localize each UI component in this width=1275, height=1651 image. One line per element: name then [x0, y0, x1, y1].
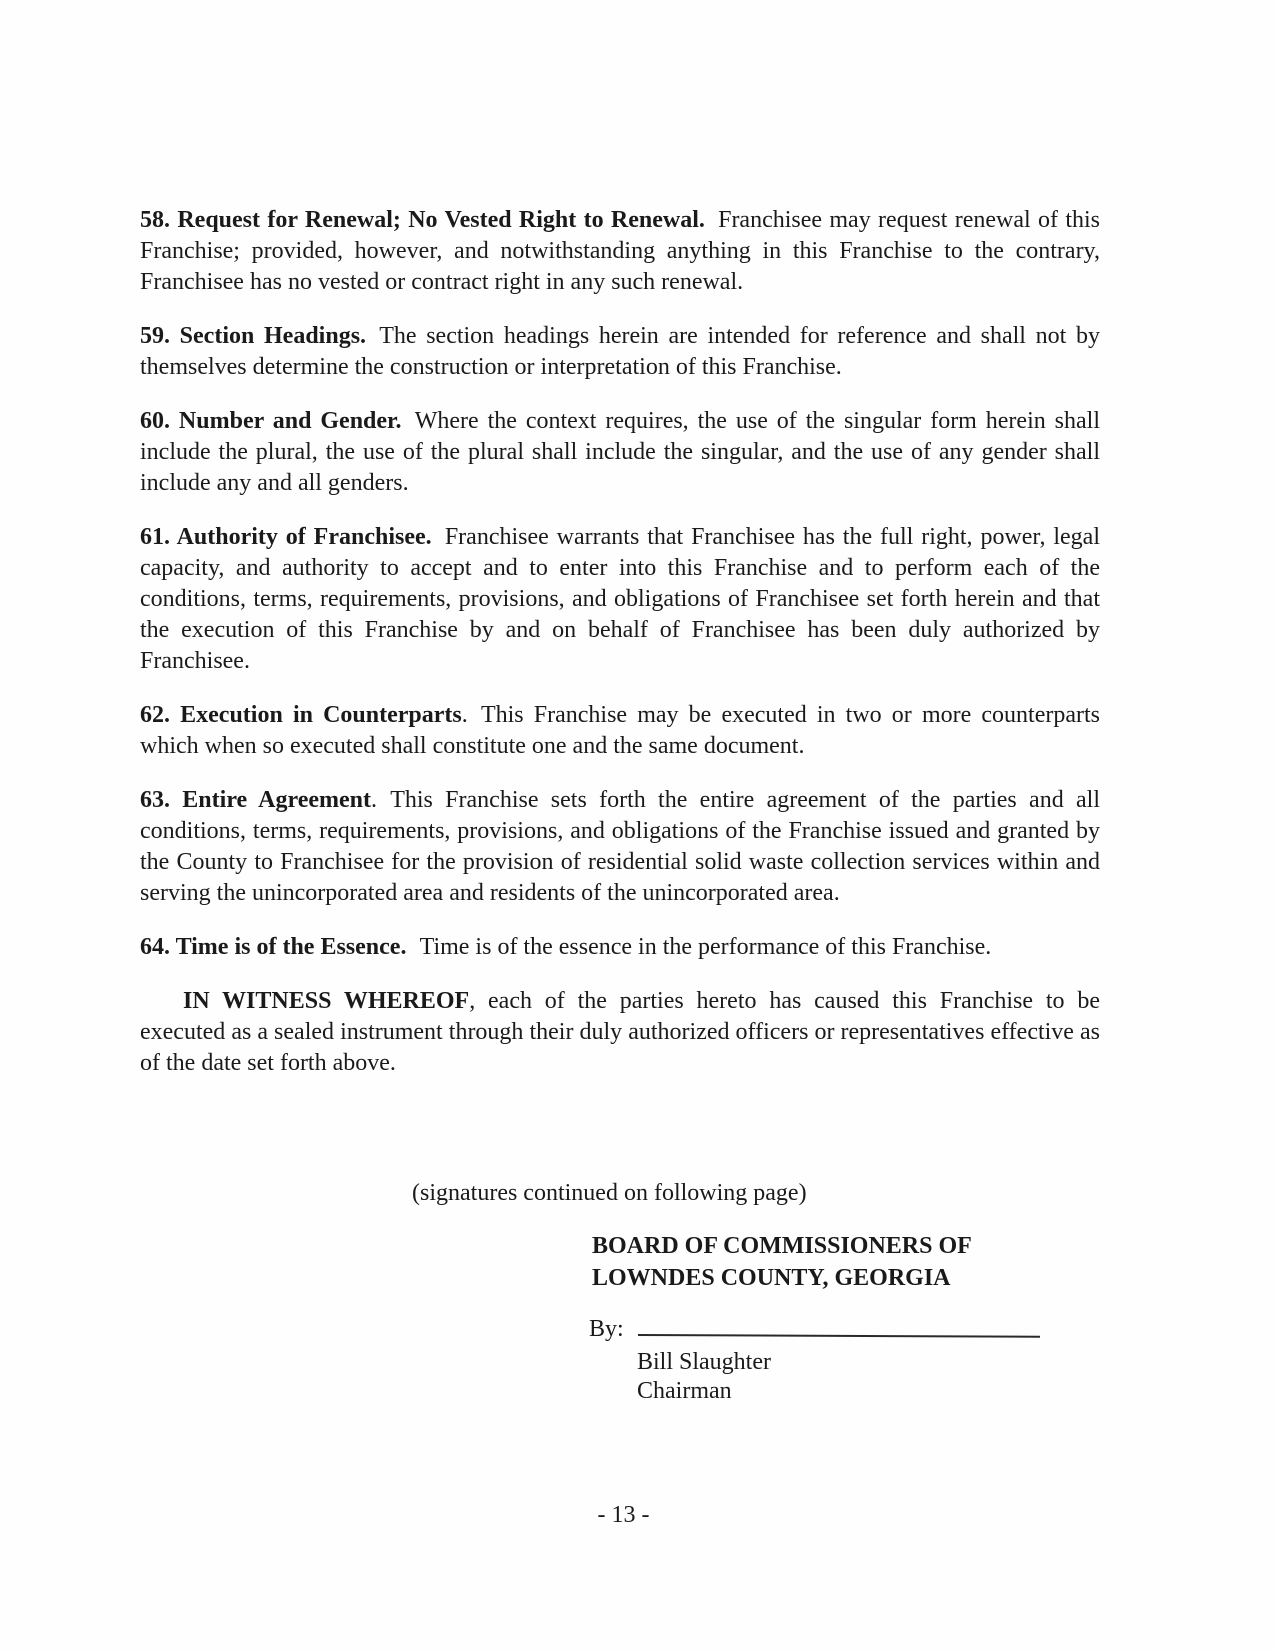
witness-clause [140, 986, 1100, 1079]
section-64 [140, 932, 1100, 963]
section-60-body: Where the context requires, the use of the singular form herein shall include the plural, the use of the plural shall include the singular, and the use of any gender shall include any and all genders. [140, 408, 1100, 496]
section-64-body: Time is of the essence in the performance of this Franchise. [419, 934, 992, 960]
organization-name-line1: BOARD OF COMMISSIONERS OF [592, 1233, 972, 1259]
section-63-body: This Franchise sets forth the entire agreement of the parties and all conditions, terms, requirements, provisions, and obligations of the Franchise issued and granted by the County to Franchisee for the provision of residential solid waste collection services within and serving the unincorporated area and residents of the unincorporated area. [140, 787, 1100, 906]
section-61-body: Franchisee warrants that Franchisee has the full right, power, legal capacity, and authority to accept and to enter into this Franchise and to perform each of the conditions, terms, requirements, provisions, and obligations of Franchisee set forth herein and that the execution of this Franchise by and on behalf of Franchisee has been duly authorized by Franchisee. [140, 524, 1100, 674]
section-58 [140, 205, 1100, 298]
witness-clause-lead: IN WITNESS WHEREOF [183, 988, 470, 1014]
organization-name-line2: LOWNDES COUNTY, GEORGIA [592, 1265, 951, 1291]
by-signature-row [589, 1314, 1040, 1345]
signature-line [638, 1333, 1040, 1338]
section-64-heading: 64. Time is of the Essence. [140, 934, 407, 960]
section-62-heading-period: . [461, 702, 468, 728]
section-58-heading: 58. Request for Renewal; No Vested Right to Renewal. [140, 207, 705, 233]
section-62 [140, 700, 1100, 762]
section-63-heading: 63. Entire Agreement [140, 787, 372, 813]
section-58-body: Franchisee may request renewal of this Franchise; provided, however, and notwithstanding anything in this Franchise to the contrary, Franchisee has no vested or contract right in any such renewal. [140, 207, 1100, 295]
section-60-heading: 60. Number and Gender. [140, 408, 402, 434]
section-59-heading: 59. Section Headings. [140, 323, 367, 349]
section-61-heading: 61. Authority of Franchisee. [140, 524, 432, 550]
section-62-heading: 62. Execution in Counterparts [140, 702, 462, 728]
section-59 [140, 321, 1100, 383]
signer-name: Bill Slaughter [637, 1349, 771, 1375]
page-number: - 13 - [597, 1502, 650, 1528]
organization-name-block [592, 1230, 972, 1294]
signer-block [637, 1348, 771, 1406]
signatures-continued-note: (signatures continued on following page) [412, 1180, 807, 1206]
document-body [140, 205, 1100, 1079]
section-59-body: The section headings herein are intended for reference and shall not by themselves determine the construction or interpretation of this Franchise. [140, 323, 1100, 380]
section-61 [140, 522, 1100, 677]
section-60 [140, 406, 1100, 499]
section-62-body: This Franchise may be executed in two or more counterparts which when so executed shall constitute one and the same document. [140, 702, 1101, 759]
section-63-heading-period: . [371, 787, 378, 813]
section-63 [140, 785, 1100, 909]
witness-clause-body: , each of the parties hereto has caused this Franchise to be executed as a sealed instrument through their duly authorized officers or representatives effective as of the date set forth above. [140, 988, 1101, 1076]
by-label: By: [589, 1316, 624, 1342]
signer-title: Chairman [637, 1378, 732, 1404]
